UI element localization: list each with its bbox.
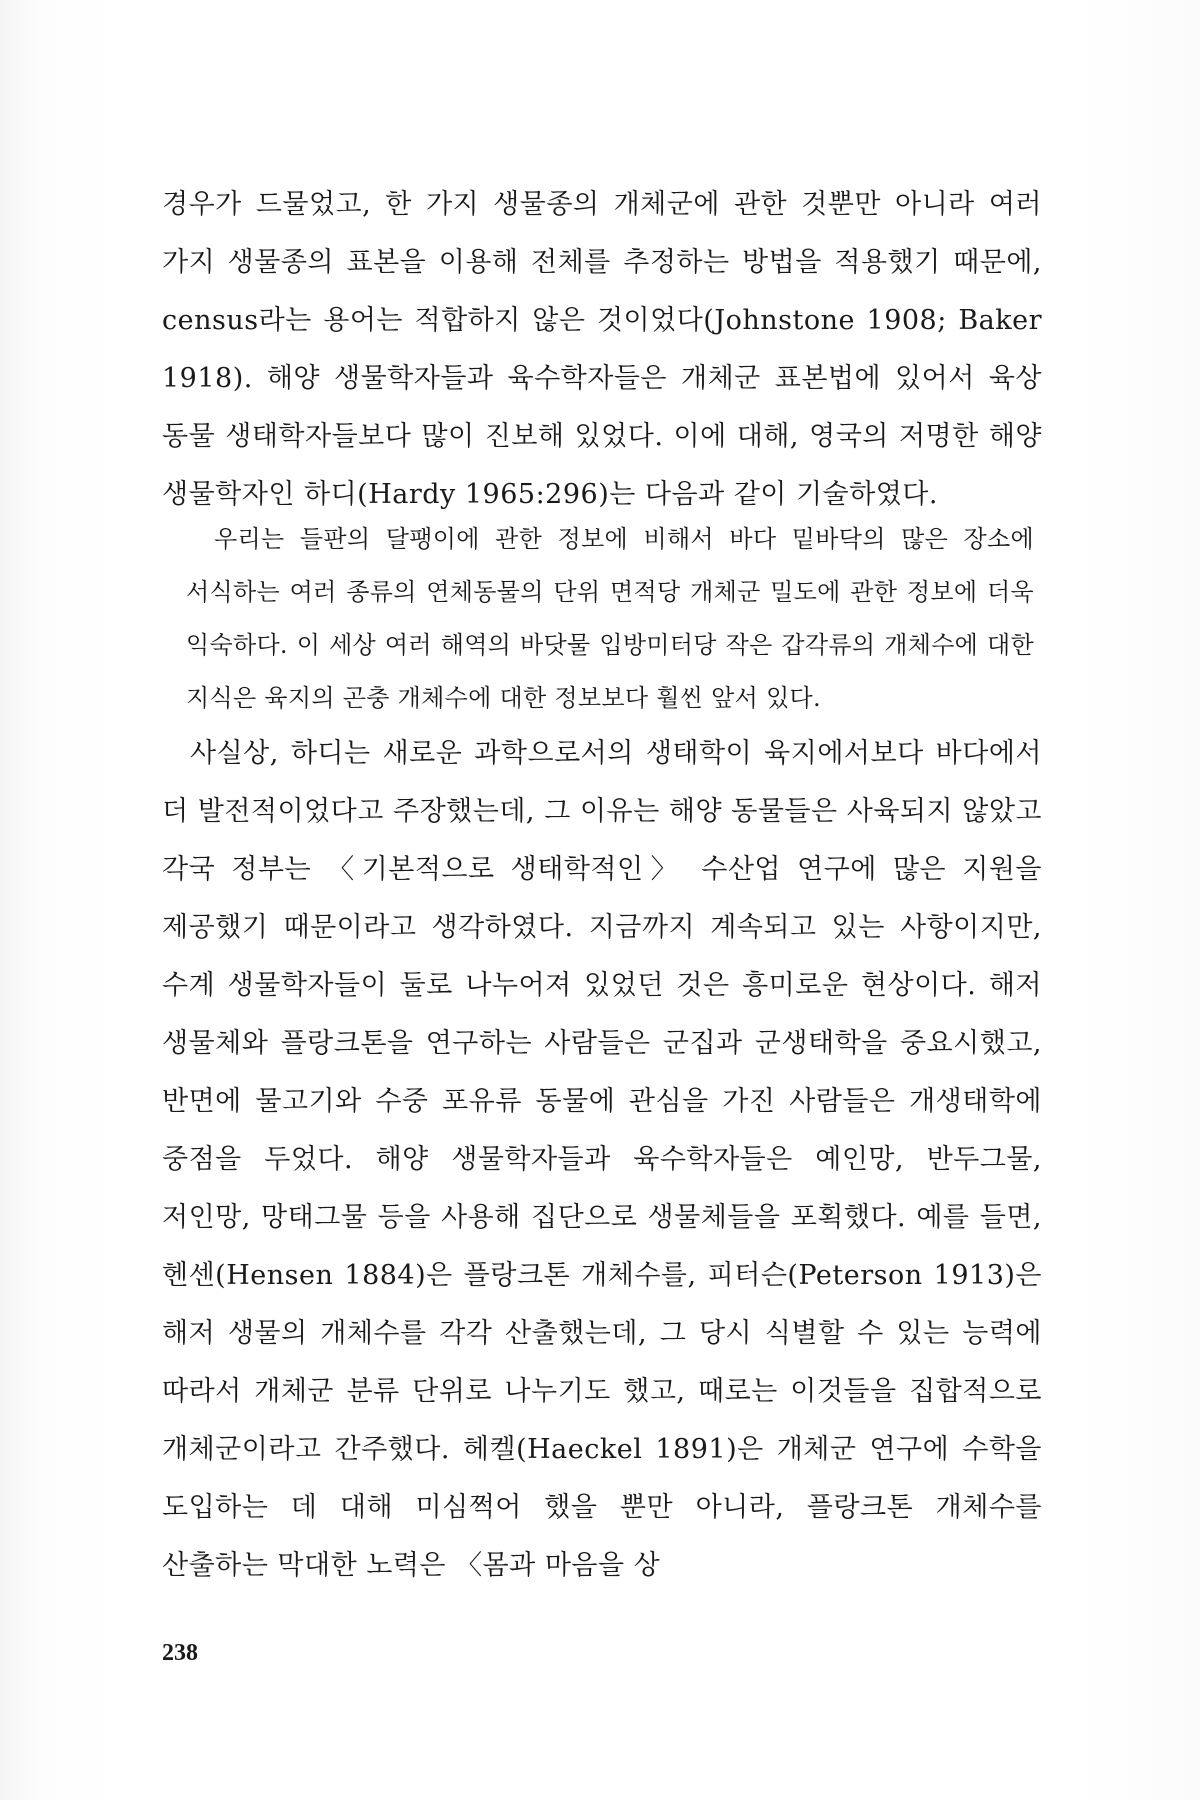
page-number: 238 xyxy=(162,1640,198,1666)
paragraph-intro: 경우가 드물었고, 한 가지 생물종의 개체군에 관한 것뿐만 아니라 여러 가지 생물종의 표본을 이용해 전체를 추정하는 방법을 적용했기 때문에, census라는 용어는 적합하지 않은 것이었다(Johnstone 1908; Baker 1918). 해양 생물학자들과 육수학자들은 개체군 표본법에 있어서 육상 동물 생태학자들보다 많이 진보해 있었다. 이에 대해, 영국의 저명한 해양 생물학자인 하디(Hardy 1965:296)는 다음과 같이 기술하였다. xyxy=(162,189,1042,510)
block-quote: 우리는 들판의 달팽이에 관한 정보에 비해서 바다 밑바닥의 많은 장소에 서식하는 여러 종류의 연체동물의 단위 면적당 개체군 밀도에 관한 정보에 더욱 익숙하다. 이 세상 여러 해역의 바닷물 입방미터당 작은 갑각류의 개체수에 대한 지식은 육지의 곤충 개체수에 대한 정보보다 훨씬 앞서 있다. xyxy=(186,525,1034,712)
paragraph-main: 사실상, 하디는 새로운 과학으로서의 생태학이 육지에서보다 바다에서 더 발전적이었다고 주장했는데, 그 이유는 해양 동물들은 사육되지 않았고 각국 정부는 〈기본적으로 생태학적인〉 수산업 연구에 많은 지원을 제공했기 때문이라고 생각하였다. 지금까지 계속되고 있는 사항이지만, 수계 생물학자들이 둘로 나누어져 있었던 것은 흥미로운 현상이다. 해저 생물체와 플랑크톤을 연구하는 사람들은 군집과 군생태학을 중요시했고, 반면에 물고기와 수중 포유류 동물에 관심을 가진 사람들은 개생태학에 중점을 두었다. 해양 생물학자들과 육수학자들은 예인망, 반두그물, 저인망, 망태그물 등을 사용해 집단으로 생물체들을 포획했다. 예를 들면, 헨센(Hensen 1884)은 플랑크톤 개체수를, 피터슨(Peterson 1913)은 해저 생물의 개체수를 각각 산출했는데, 그 당시 식별할 수 있는 능력에 따라서 개체군 분류 단위로 나누기도 했고, 때로는 이것들을 집합적으로 개체군이라고 간주했다. 헤켈(Haeckel 1891)은 개체군 연구에 수학을 도입하는 데 대해 미심쩍어 했을 뿐만 아니라, 플랑크톤 개체수를 산출하는 막대한 노력은 〈몸과 마음을 상 xyxy=(162,738,1042,1581)
